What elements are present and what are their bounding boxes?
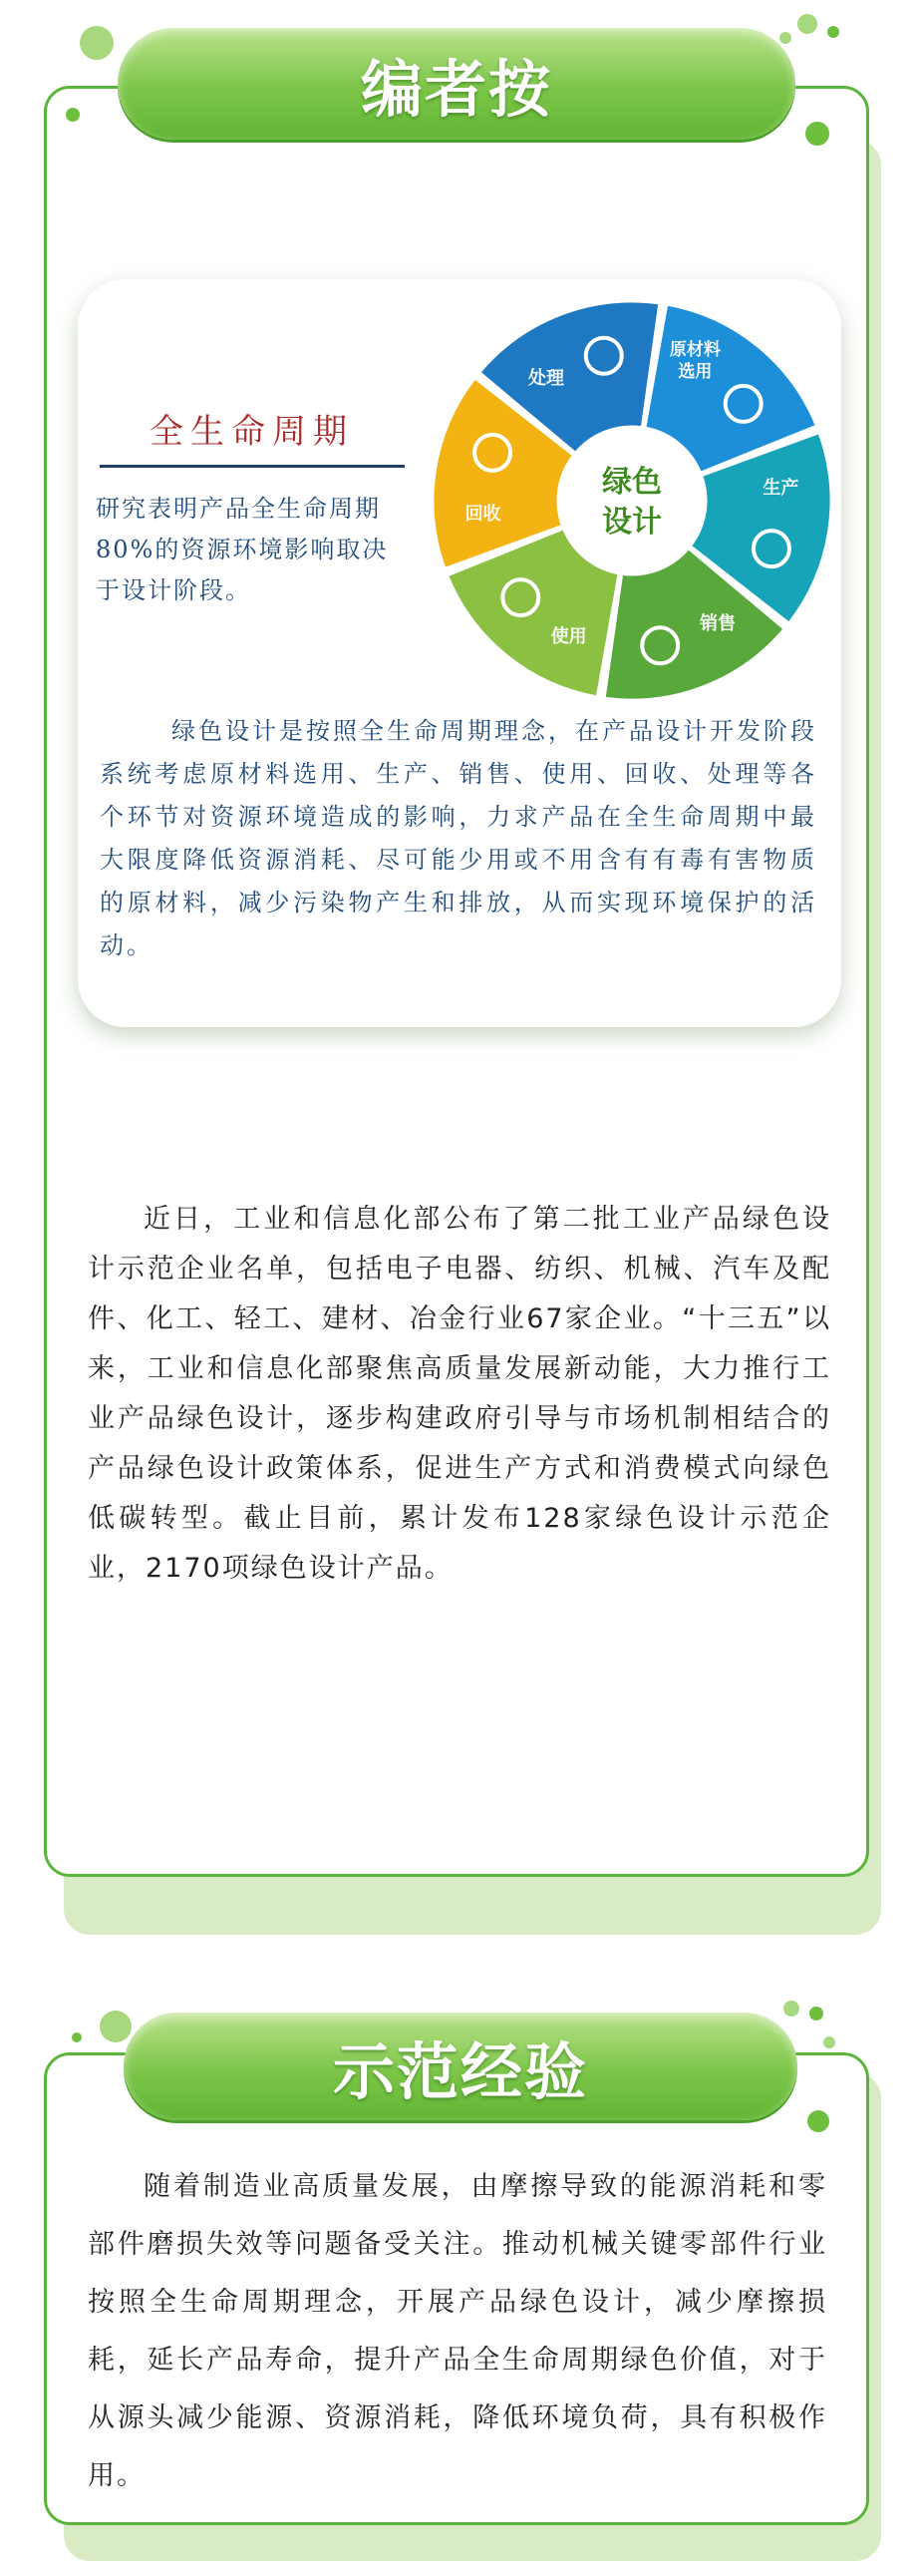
lifecycle-title: 全生命周期 [150,412,354,452]
wheel-center [560,429,704,572]
section2-title: 示范经验 [332,2034,588,2108]
decor-dot [827,26,839,38]
decor-dot [779,32,791,44]
decor-dot [100,2011,132,2042]
decor-dot [66,108,80,122]
wheel-label-6: 处理 [527,368,564,390]
section1-title: 编者按 [360,52,552,126]
section1-body: 近日，工业和信息化部公布了第二批工业产品绿色设计示范企业名单，包括电子电器、纺织、机械、汽车及配件、化工、轻工、建材、冶金行业67家企业。“十三五”以来，工业和信息化部聚焦高质量发展新动能，大力推行工业产品绿色设计，逐步构建政府引导与市场机制相结合的产品绿色设计政策体系，促进生产方式和消费模式向绿色低碳转型。截止目前，累计发布128家绿色设计示范企业，2170项绿色设计产品。 [88,1204,831,1584]
wheel-label-2: 生产 [763,477,799,499]
wheel-center-line2: 设计 [602,505,662,540]
section1-title-pill [118,28,795,140]
wheel-label-4: 使用 [550,625,587,647]
decor-dot [80,26,114,60]
lifecycle-wheel [427,295,837,706]
decor-dot [72,2032,82,2042]
lifecycle-description: 研究表明产品全生命周期80%的资源环境影响取决于设计阶段。 [96,495,389,604]
decor-dot [807,2110,829,2132]
lifecycle-paragraph: 绿色设计是按照全生命周期理念，在产品设计开发阶段系统考虑原材料选用、生产、销售、使用、回收、处理等各个环节对资源环境造成的影响，力求产品在全生命周期中最大限度降低资源消耗、尽可能少用或不用含有有毒有害物质的原材料，减少污染物产生和排放，从而实现环境保护的活动。 [100,717,817,959]
section2-title-pill [124,2013,797,2120]
decor-dot [809,2007,823,2021]
wheel-label-1-line1: 原材料 [669,340,721,361]
decor-dot [783,2001,799,2017]
decor-dot [823,2036,835,2048]
decor-dot [797,14,817,34]
decor-dot [805,122,829,146]
wheel-center-line1: 绿色 [602,465,662,500]
wheel-label-1-line2: 选用 [678,362,713,383]
section2-body: 随着制造业高质量发展，由摩擦导致的能源消耗和零部件磨损失效等问题备受关注。推动机械关键零部件行业按照全生命周期理念，开展产品绿色设计，减少摩擦损耗，延长产品寿命，提升产品全生命周期绿色价值，对于从源头减少能源、资源消耗，降低环境负荷，具有积极作用。 [88,2171,827,2491]
lifecycle-title-rule [100,465,405,468]
wheel-label-5: 回收 [464,504,501,526]
wheel-label-3: 销售 [700,612,737,634]
